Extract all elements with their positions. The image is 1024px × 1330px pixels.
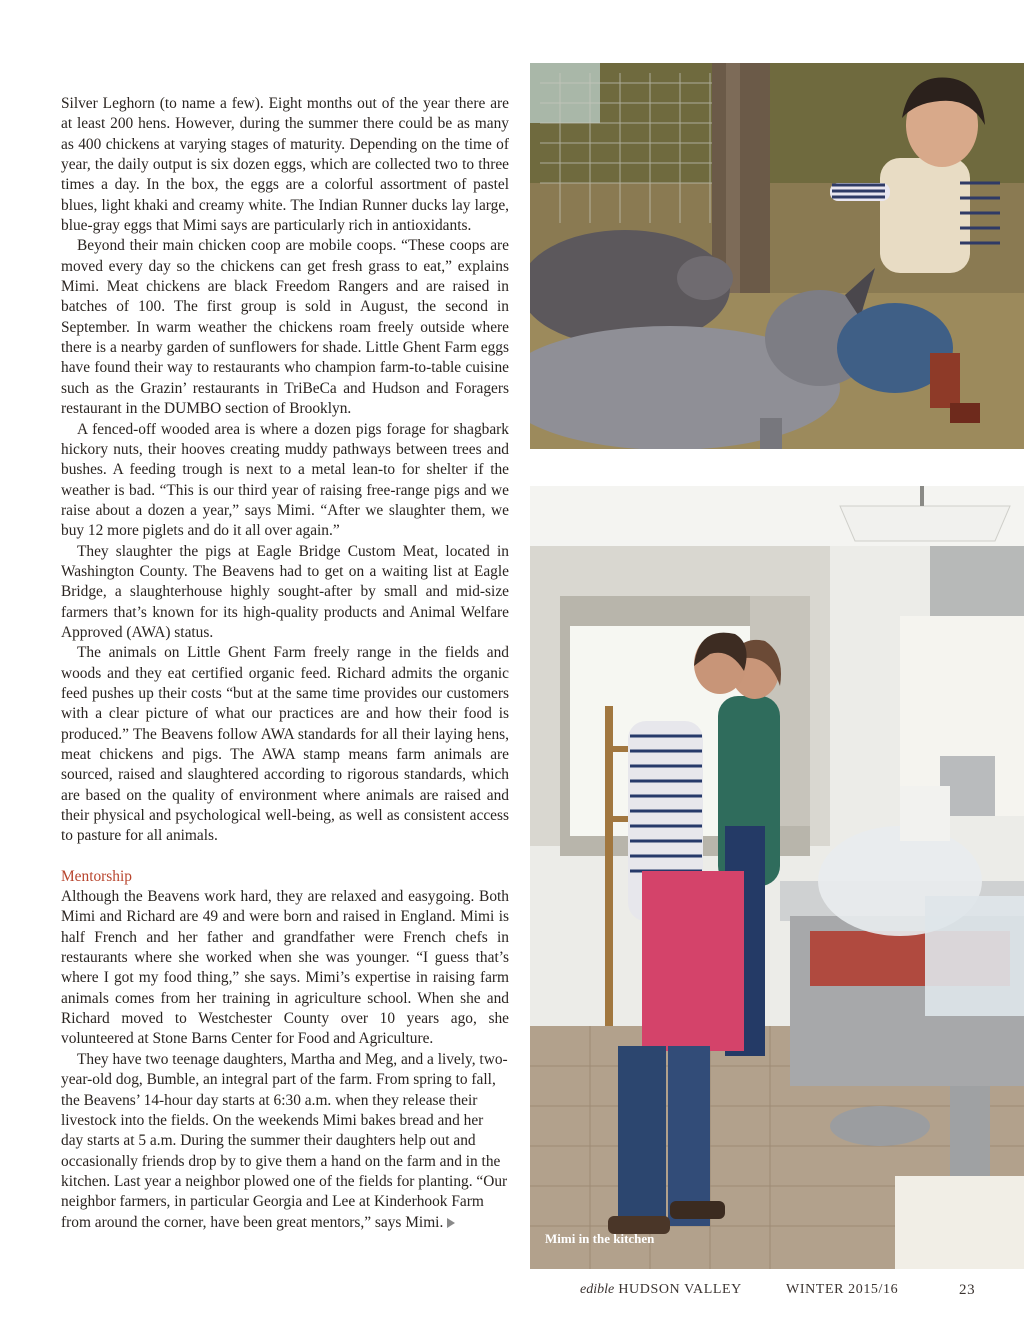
kitchen-photo-illustration [530,486,1024,1269]
continue-arrow-icon [447,1218,455,1228]
article-paragraph: Silver Leghorn (to name a few). Eight months out of the year there are at least 200 hens. However, during the summer there could be as many as 400 chickens at varying stages of maturity. Depending on the time of year, the daily output is six dozen eggs, which are collected two to three times a day. In the box, the eggs are a colorful assortment of pastel blues, light khaki and creamy white. The Indian Runner ducks lay large, blue-gray eggs that Mimi says are particularly rich in antioxidants. [61,95,509,235]
article-column [61,94,509,1233]
photo-pigs [530,63,1024,449]
section-heading: Mentorship [61,867,132,885]
page-footer [580,1282,980,1302]
photo-caption: Mimi in the kitchen [545,1231,655,1246]
issue-label: WINTER 2015/16 [786,1282,899,1297]
article-paragraph-last [61,1050,509,1233]
article-paragraph: A fenced-off wooded area is where a dozen pigs forage for shagbark hickory nuts, their hooves creating muddy pathways between trees and bushes. A feeding trough is next to a metal lean-to for shelter if the weather is bad. “This is our third year of raising free-range pigs and we raise about a dozen a year,” says Mimi. “After we slaughter them, we buy 12 more piglets and do it all over again.” [61,420,509,540]
publication-title: HUDSON VALLEY [618,1282,742,1297]
pigs-photo-illustration [530,63,1024,449]
publication-italic: edible [580,1282,615,1297]
article-paragraph: They slaughter the pigs at Eagle Bridge Custom Meat, located in Washington County. The Beavens had to get on a waiting list at Eagle Bridge, a slaughterhouse highly sought-after by small and mid-size farmers that’s known for its high-quality products and Animal Welfare Approved (AWA) status. [61,542,509,641]
photo-kitchen [530,486,1024,1269]
article-paragraph: Although the Beavens work hard, they are relaxed and easygoing. Both Mimi and Richard are 49 and were born and raised in England. Mimi is half French and her father and grandfather were French chefs in restaurants where she worked when she was younger. “I guess that’s where I got my food thing,” she says. Mimi’s expertise in raising farm animals comes from her training in agriculture school. When she and Richard moved to Westchester County over 10 years ago, she volunteered at Stone Barns Center for Food and Agriculture. [61,888,509,1048]
publication-name [580,1282,742,1298]
article-paragraph: Beyond their main chicken coop are mobile coops. “These coops are moved every day so the chickens can get fresh grass to eat,” explains Mimi. Meat chickens are black Freedom Rangers and are raised in batches of 100. The first group is sold in August, the second in September. In warm weather the chickens roam freely outside where there is a nearby garden of sunflowers for shade. Little Ghent Farm eggs have found their way to restaurants who champion farm-to-table cuisine such as the Grazin’ restaurants in TriBeCa and Hudson and Foragers restaurant in the DUMBO section of Brooklyn. [61,237,509,418]
page-number: 23 [959,1282,976,1298]
article-paragraph: The animals on Little Ghent Farm freely range in the fields and woods and they eat certified organic feed. Richard admits the organic feed pushes up their costs “but at the same time provides our customers with a clear picture of what our practices are and how their food is produced.” The Beavens follow AWA standards for all their laying hens, meat chickens and pigs. The AWA stamp means farm animals are sourced, raised and slaughtered according to rigorous standards, which are based on the quality of environment where animals are raised and their physical and psychological well-being, as well as consistent access to pasture for all animals. [61,644,509,845]
article-paragraph-text: They have two teenage daughters, Martha and Meg, and a lively, two-year-old dog, Bumble, an integral part of the farm. From spring to fall, the Beavens’ 14-hour day starts at 6:30 a.m. when they release their livestock into the fields. On the weekends Mimi bakes bread and her day starts at 5 a.m. During the summer their daughters help out and occasionally friends drop by to give them a hand on the farm and in the kitchen. Last year a neighbor plowed one of the fields for planting. “Our neighbor farmers, in particular Georgia and Lee at Kinderhook Farm from around the corner, have been great mentors,” says Mimi. [61,1050,508,1231]
